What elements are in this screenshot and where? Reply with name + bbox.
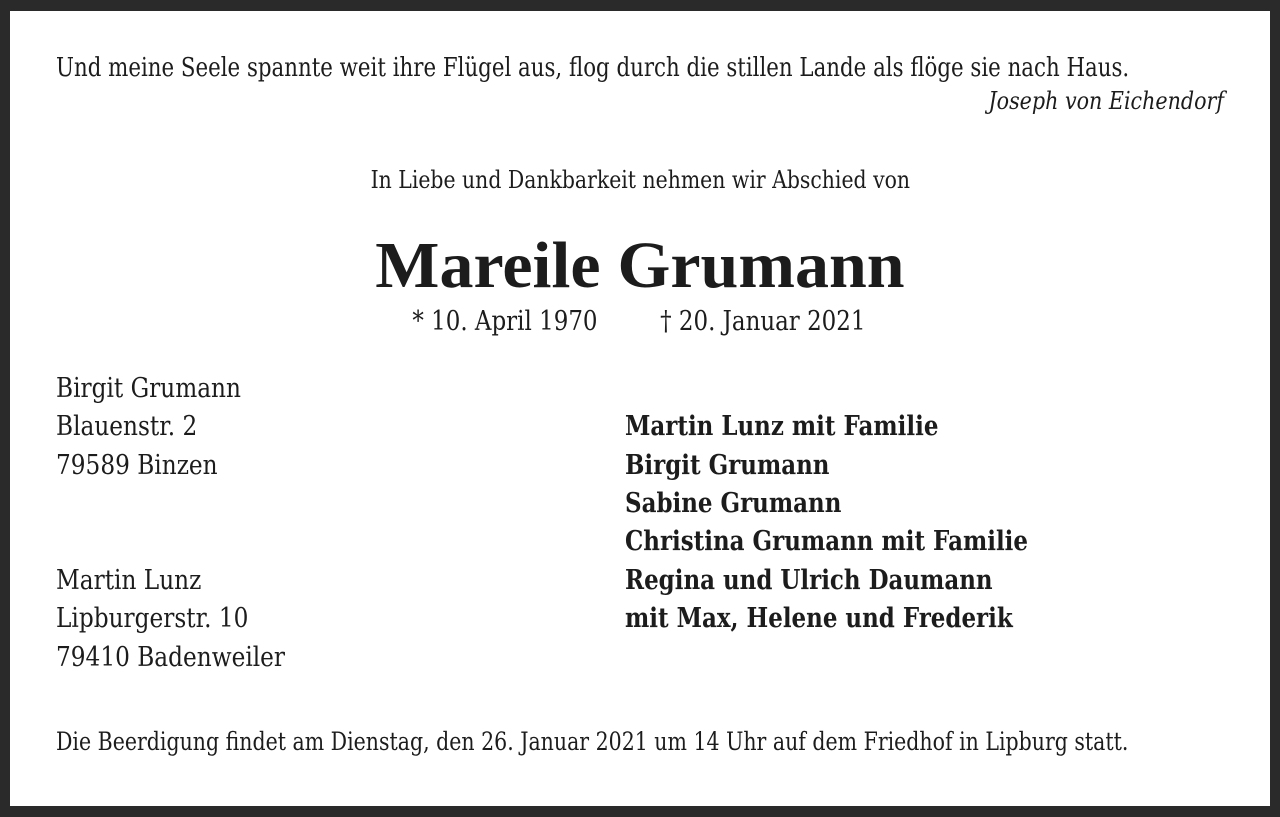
address-1-street: Blauenstr. 2 <box>56 411 198 442</box>
mourner: Regina und Ulrich Daumann <box>625 565 993 596</box>
address-2-name: Martin Lunz <box>56 565 202 596</box>
deceased-name <box>10 229 1270 302</box>
address-2-city: 79410 Badenweiler <box>56 642 286 673</box>
mourner: Birgit Grumann <box>625 450 830 481</box>
address-1-name: Birgit Grumann <box>56 373 241 404</box>
address-1-city: 79589 Binzen <box>56 450 218 481</box>
intro-line <box>10 168 1270 192</box>
funeral-info: Die Beerdigung findet am Dienstag, den 26. Januar 2021 um 14 Uhr auf dem Friedhof in Lipburg statt. <box>56 727 1129 756</box>
mourner: Martin Lunz mit Familie <box>625 411 939 442</box>
death-date: † 20. Januar 2021 <box>660 306 866 337</box>
address-2-street: Lipburgerstr. 10 <box>56 603 249 634</box>
quote-text: Und meine Seele spannte weit ihre Flügel aus, flog durch die stillen Lande als flöge sie nach Haus. <box>56 53 1130 83</box>
mourner: Christina Grumann mit Familie <box>625 526 1028 557</box>
life-dates <box>10 308 1270 335</box>
intro-text: In Liebe und Dankbarkeit nehmen wir Abschied von <box>370 166 910 194</box>
obituary-notice <box>10 11 1270 806</box>
birth-date: * 10. April 1970 <box>412 306 598 337</box>
mourner: Sabine Grumann <box>625 488 842 519</box>
mourner: mit Max, Helene und Frederik <box>625 603 1013 634</box>
quote-author: Joseph von Eichendorf <box>988 87 1224 115</box>
deceased-name-text: Mareile Grumann <box>375 229 905 302</box>
